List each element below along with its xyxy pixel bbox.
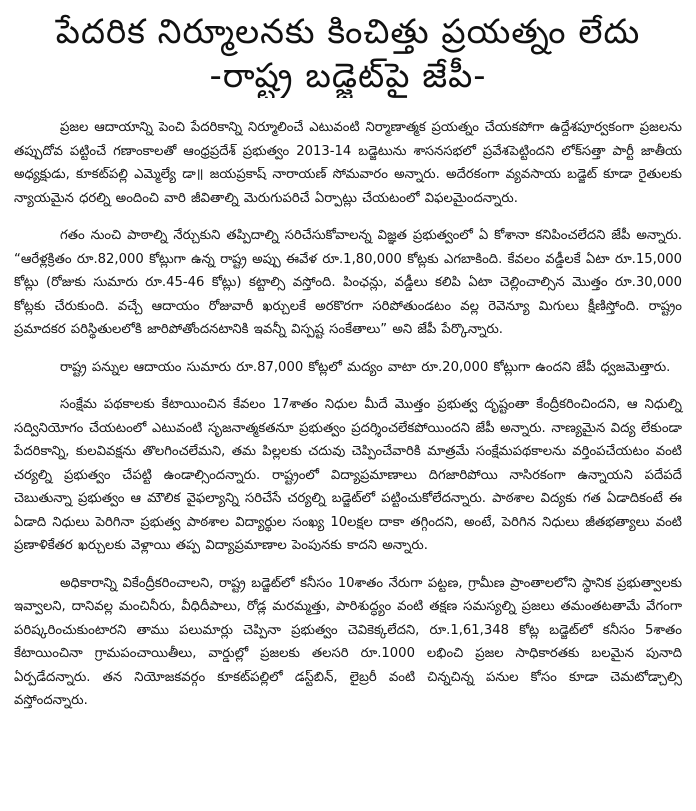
headline-sub: -రాష్ట్ర బడ్జెట్‌పై జేపీ- [209,56,487,96]
headline [14,10,682,98]
article-body [14,116,682,713]
headline-main: పేదరిక నిర్మూలనకు కించిత్తు ప్రయత్నం లేదు [55,12,641,52]
paragraph: రాష్ట్ర పన్నుల ఆదాయం సుమారు రూ.87,000 కోట్లలో మద్యం వాటా రూ.20,000 కోట్లుగా ఉందని జేపీ ధ్వజమెత్తారు. [60,359,671,375]
paragraph: గతం నుంచి పాఠాల్ని నేర్చుకుని తప్పిదాల్ని సరిచేసుకోవాలన్న విజ్ఞత ప్రభుత్వంలో ఏ కోశానా కనిపించలేదని జేపీ అన్నారు. “ఆరేళ్లక్రితం రూ.82,000 కోట్లుగా ఉన్న రాష్ట్ర అప్పు ఈవేళ రూ.1,80,000 కోట్లకు ఎగబాకింది. కేవలం వడ్డీలకే ఏటా రూ.15,000 కోట్లు (రోజుకు సుమారు రూ.45-46 కోట్లు) కట్టాల్సి వస్తోంది. పింఛన్లు, వడ్డీలు కలిపి ఏటా చెల్లించాల్సిన మొత్తం రూ.30,000 కోట్లకు చేరుకుంది. వచ్చే ఆదాయం రోజువారీ ఖర్చులకే అరకొరగా సరిపోతుండటం వల్ల రెవెన్యూ మిగులు క్షీణిస్తోంది. రాష్ట్రం ప్రమాదకర పరిస్థితులలోకి జారిపోతోందనటానికి ఇవన్నీ విస్పష్ట సంకేతాలు” అని జేపీ పేర్కొన్నారు. [14,228,682,337]
paragraph: ప్రజల ఆదాయాన్ని పెంచి పేదరికాన్ని నిర్మూలించే ఎటువంటి నిర్మాణాత్మక ప్రయత్నం చేయకపోగా ఉద్దేశపూర్వకంగా ప్రజలను తప్పుదోవ పట్టించే గణాంకాలతో ఆంధ్రప్రదేశ్ ప్రభుత్వం 2013-14 బడ్జెటును శాసనసభలో ప్రవేశపెట్టిందని లోక్‌సత్తా పార్టీ జాతీయ అధ్యక్షుడు, కూకట్‌పల్లి ఎమ్మెల్యే డా॥ జయప్రకాష్ నారాయణ్ సోమవారం అన్నారు. అదేరకంగా వ్యవసాయ బడ్జెట్ కూడా రైతులకు న్యాయమైన ధరల్ని అందించి వారి జీవితాల్ని మెరుగుపరిచే ఏర్పాట్లు చేయటంలో విఫలమైందన్నారు. [14,120,682,206]
paragraph: సంక్షేమ పథకాలకు కేటాయించిన కేవలం 17శాతం నిధుల మీదే మొత్తం ప్రభుత్వ దృష్టంతా కేంద్రీకరించిందని, ఆ నిధుల్ని సద్వినియోగం చేయటంలో ఎటువంటి సృజనాత్మకతనూ ప్రభుత్వం ప్రదర్శించలేకపోయిందని జేపీ అన్నారు. నాణ్యమైన విద్య లేకుండా పేదరికాన్ని, కులవివక్షను తొలగించలేమని, తమ పిల్లలకు చదువు చెప్పించేవారికి మాత్రమే సంక్షేమపథకాలను వర్తింపచేయటం వంటి చర్యల్ని ప్రభుత్వం చేపట్టి ఉండాల్సిందన్నారు. రాష్ట్రంలో విద్యాప్రమాణాలు దిగజారిపోయి నాసిరకంగా ఉన్నాయని పదేపదే చెబుతున్నా ప్రభుత్వం ఆ మౌలిక వైఫల్యాన్ని సరిచేసే చర్యల్ని బడ్జెట్‌లో పట్టించుకోలేదన్నారు. పాఠశాల విద్యకు గత ఏడాదికంటే ఈ ఏడాది నిధులు పెరిగినా ప్రభుత్వ పాఠశాల విద్యార్థుల సంఖ్య 10లక్షల దాకా తగ్గిందని, అంటే, పెరిగిన నిధులు జీతభత్యాలు వంటి ప్రణాళికేతర ఖర్చులకు వెళ్లాయి తప్ప విద్యాప్రమాణాల పెంపునకు కాదని అన్నారు. [14,397,682,553]
paragraph: అధికారాన్ని వికేంద్రీకరించాలని, రాష్ట్ర బడ్జెట్‌లో కనీసం 10శాతం నేరుగా పట్టణ, గ్రామీణ ప్రాంతాలలోని స్థానిక ప్రభుత్వాలకు ఇవ్వాలని, దానివల్ల మంచినీరు, వీధిదీపాలు, రోడ్ల మరమ్మత్తు, పారిశుద్ధ్యం వంటి తక్షణ సమస్యల్ని ప్రజలు తమంతటతామే వేగంగా పరిష్కరించుకుంటారని తాము పలుమార్లు చెప్పినా ప్రభుత్వం చెవికెక్కలేదని, రూ.1,61,348 కోట్ల బడ్జెట్‌లో కనీసం 5శాతం కేటాయించినా గ్రామపంచాయితీలు, వార్డుల్లో ప్రజలకు తలసరి రూ.1000 లభించి ప్రజల సాధికారతకు బలమైన పునాది ఏర్పడేదన్నారు. తన నియోజకవర్గం కూకట్‌పల్లిలో డస్ట్‌బిన్, లైబ్రరీ వంటి చిన్నచిన్న పనుల కోసం కూడా చెమటోడ్చాల్సి వస్తోందన్నారు. [14,575,682,708]
